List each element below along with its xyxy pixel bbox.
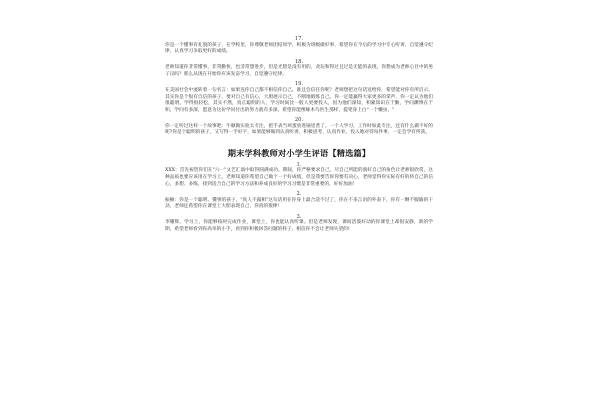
entry-19 — [163, 81, 435, 114]
section-title: 期末学科教师对小学生评语【精选篇】 — [227, 147, 371, 158]
entry-2 — [163, 191, 435, 211]
entry-number: 18. — [294, 58, 304, 65]
entry-number: 1. — [296, 161, 302, 168]
entry-text: 你是一个懂事有礼貌的孩子，在学校里，你尊敬老师团结同学，积极为班级做好事，希望你在今后的学习中专心听讲，自觉遵守纪律，认真学习争取更好的成绩。 — [165, 42, 433, 55]
entry-number: 19. — [294, 81, 304, 88]
entry-number: 20. — [294, 117, 304, 124]
entry-text: XXX：首先祝贺你们在"六一"文艺汇演中取得圆满成功。期间，你严格要求自己，尽自己所能的演好自己的角色让老师很欣赏，这种品质也要应该用在学习上。老师知道你希望自己做个一个好成绩，但是我要告诉你要有决心，老师觉得你实际有好的将自己的信心，多想、多练，找到适合自己的学习方法和养成良好的学习习惯是非常重要的，好好加油！ — [165, 168, 433, 187]
entry-number: 2. — [296, 191, 302, 198]
entry-text: 李耀辉，学习上，你能够按时完成作业，课堂上，你也能认真听课。但是老师发现，课间活泼好动的你课堂上却很安静，新的学期，希望老师看到你高举的小手，看到你积极回答问题的样子，相信你不会让老师失望的! — [165, 220, 433, 232]
entry-20 — [163, 117, 435, 137]
entry-3 — [163, 214, 435, 234]
entry-text: 你一定听过这样一个故事吧：牛顿做实验太专注，把手表当鸡蛋放进锅里煮了。一个人学习，工作时如此专注，还有什么做不好的呢?你是个聪明的孩子，又写得一手好字，如果能够做到认真听讲，积极思考，认真作业，投入地对待每件事，一定会学有所获。 — [165, 123, 433, 136]
entry-1 — [163, 162, 435, 188]
document-page — [163, 36, 435, 396]
entry-18 — [163, 59, 435, 79]
entry-text: 振楠：你是一个聪明、懂事的孩子，"真人不露相"这句话用在你身上最合适不过了，你在不多言语的外表下，你有一颗不服输的干劲，老师还希望你在课堂上大胆表现自己，你真的很棒！ — [165, 197, 433, 210]
entry-number: 3. — [296, 213, 302, 220]
entry-number: 17. — [294, 36, 304, 42]
entry-text: 在美国社会中流转着一句名言：如果连你自己都不相信你自己，谁还会信任你呢？老师想把这句话送给你，希望能对你有所启示。其实你是个很有自信的孩子，要对自己有信心，大胆展示自己，不断地锻炼自己。你一定能赢得大家更多的掌声，你一定认为他们很聪明，学得很轻松，其实不然，真正聪明的人，学习时间比一般人更要投入，因为他们深知，积累知识在于勤，学问渊博在于积，学问有多深，愿意为这份学问付出的努力就有多深。希望你能像啄木鸟医生那样，提笔身上白"一个懒虫。" — [165, 87, 433, 113]
entry-text: 老师知道你非常懂事，非常勤快，也非常想进步，但是光想是没有用的，贪玩和得过且过是无能的表现，你想成为老师心目中的男子汉吗？那么从现在开始你应该发奋学习，自觉遵守纪律。 — [165, 65, 433, 77]
entry-17 — [163, 36, 435, 56]
